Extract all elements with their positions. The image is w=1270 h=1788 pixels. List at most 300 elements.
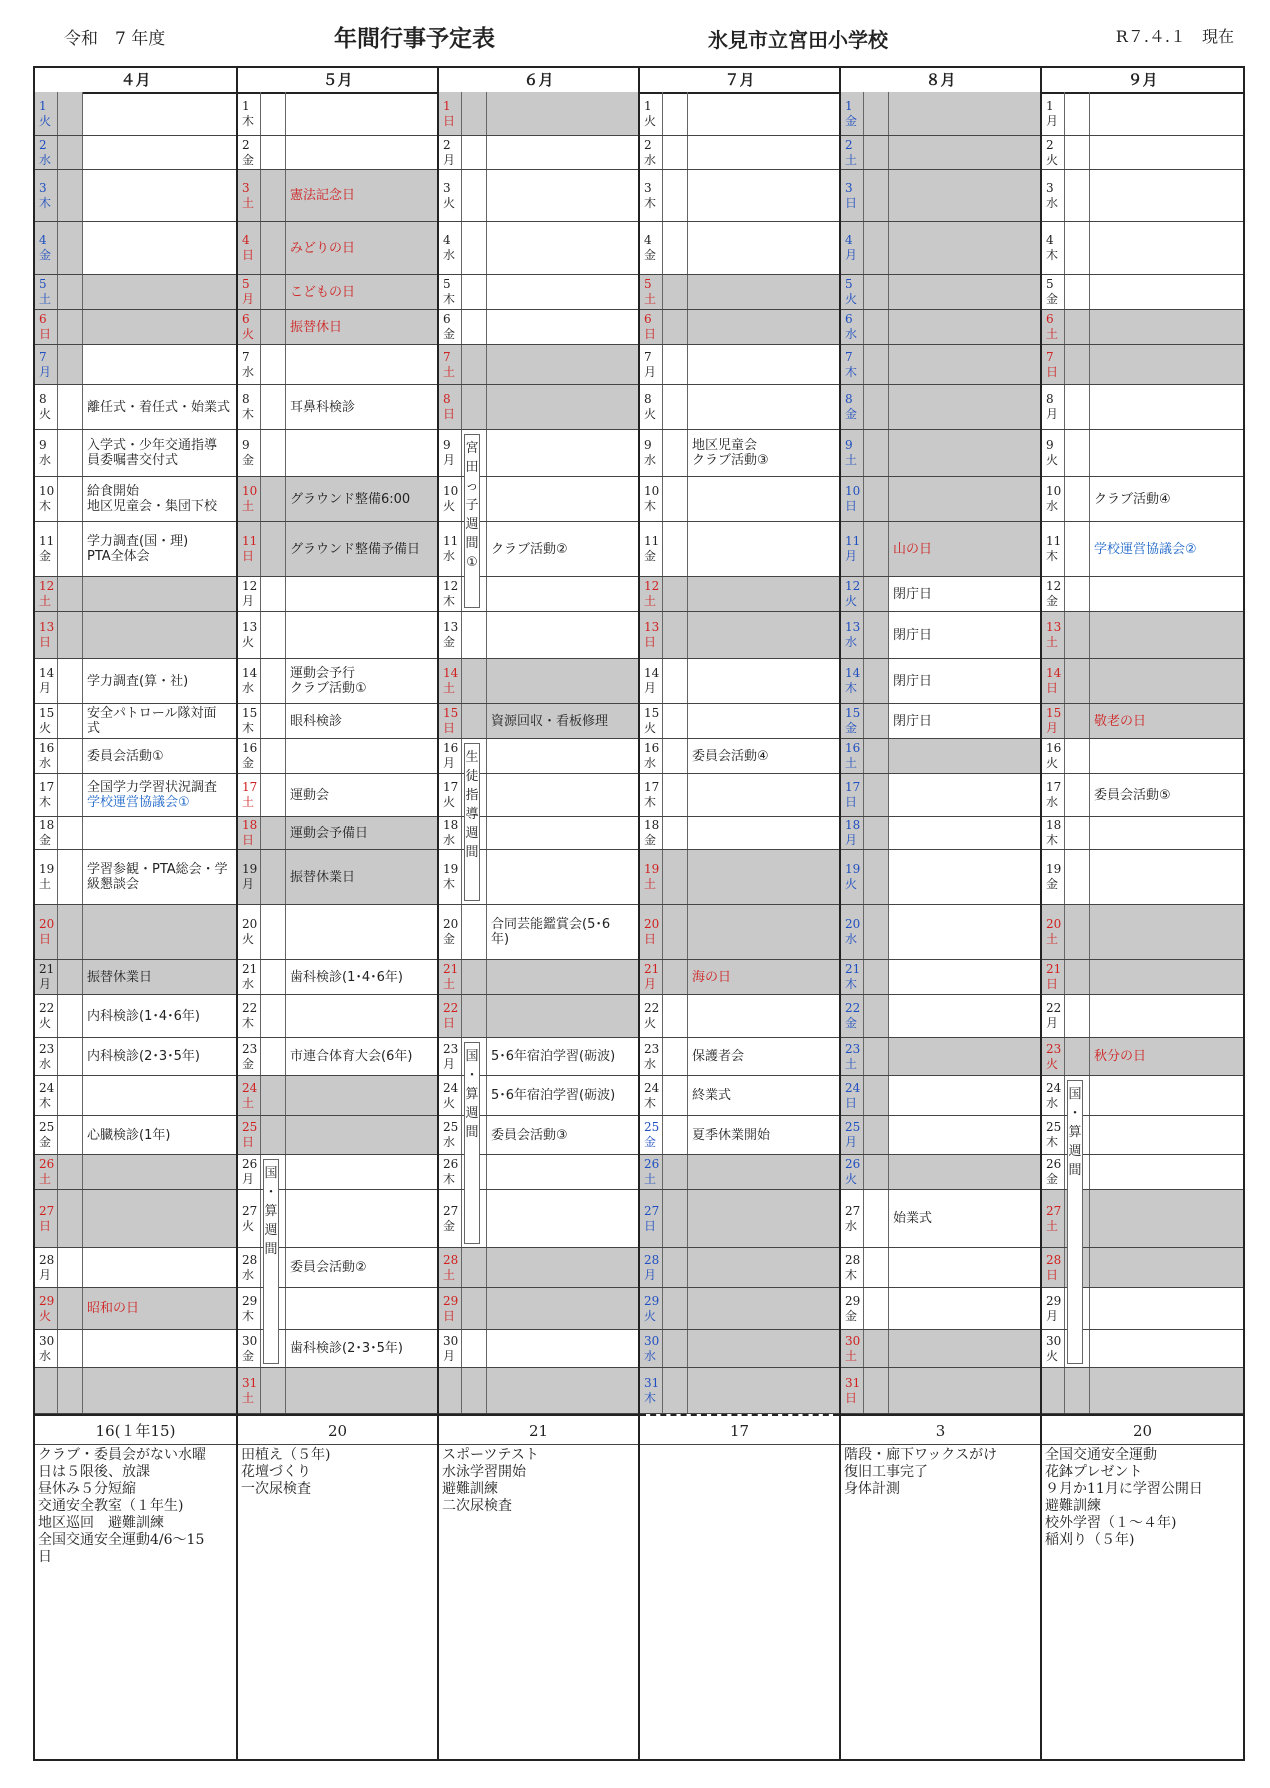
day-row [238,345,437,385]
day-number: 27 [845,1203,861,1218]
sub-cell [261,430,286,476]
day-cell [1042,704,1065,738]
weekday: 月 [443,152,456,167]
sub-cell [58,612,83,658]
day-row [1042,522,1243,577]
day-cell [640,960,663,994]
sub-cell [462,659,487,703]
day-number: 25 [443,1120,459,1134]
day-cell [35,477,58,521]
day-cell [1042,136,1065,169]
day-cell [841,345,864,384]
day-number: 25 [1046,1120,1062,1134]
day-row [238,222,437,275]
weekday: 金 [845,1016,858,1030]
day-row [1042,430,1243,477]
weekday: 日 [1046,681,1059,695]
day-number: 1 [644,98,652,113]
weekday: 水 [39,1056,52,1071]
weekday: 土 [443,977,456,991]
day-row [640,774,839,817]
day-row [640,1116,839,1155]
weekday: 木 [1046,833,1059,847]
day-number: 13 [644,620,660,634]
event-cell [1089,612,1243,658]
day-number: 20 [242,917,258,931]
day-number: 1 [242,98,250,113]
day-row [841,477,1040,522]
event-cell [1089,385,1243,429]
day-number: 17 [845,780,861,794]
sub-cell [663,704,688,738]
day-row [238,850,437,905]
sub-cell [1065,577,1090,611]
sub-cell [864,522,889,576]
event-cell [486,905,638,959]
day-cell [841,704,864,738]
sub-cell [462,1330,487,1367]
day-number: 9 [1046,438,1054,452]
event-text: グラウンド整備予備日 [290,541,421,557]
day-cell [35,739,58,773]
day-number: 3 [242,180,250,195]
event-text: クラブ活動② [491,541,568,557]
day-cell [35,612,58,658]
day-row [238,275,437,310]
day-number: 17 [443,780,459,794]
weekday: 日 [644,327,657,341]
sub-cell [864,430,889,476]
weekday: 木 [1046,1135,1059,1149]
event-text: 歯科検診(1･4･6年) [290,969,403,985]
weekday: 月 [39,364,52,379]
day-cell [640,704,663,738]
day-cell [1042,850,1065,904]
event-cell [687,704,839,738]
day-number: 6 [644,312,652,326]
weekday: 水 [644,453,657,467]
weekday: 月 [1046,1016,1059,1030]
day-cell [1042,1288,1065,1329]
day-number: 20 [644,917,660,931]
weekday: 金 [242,756,255,770]
note-line: 一次尿検査 [241,1481,311,1497]
sub-cell [462,1368,487,1413]
weekday: 金 [644,248,657,262]
day-row [640,1076,839,1116]
day-number: 27 [39,1203,55,1218]
day-number: 6 [242,312,250,326]
day-row [640,1248,839,1288]
event-cell [486,385,638,429]
sub-cell [462,995,487,1037]
sub-cell [864,1248,889,1287]
day-row [841,659,1040,704]
day-number: 29 [443,1293,459,1308]
day-number: 15 [845,706,861,720]
day-row [1042,739,1243,774]
weekday: 水 [845,1218,858,1233]
day-row [1042,704,1243,739]
day-cell [640,385,663,429]
event-text: 学力調査(国・理) PTA全体会 [87,534,189,564]
day-cell [1042,817,1065,849]
day-number: 16 [443,741,459,755]
event-cell [687,1368,839,1413]
day-row [35,275,236,310]
event-cell [486,1155,638,1189]
event-cell [1089,739,1243,773]
day-number: 8 [39,392,47,406]
sub-cell [864,92,889,135]
day-number: 2 [1046,137,1054,152]
day-cell [439,222,462,274]
event-cell [82,1116,236,1154]
day-cell [439,1116,462,1154]
month-column-4 [35,68,236,1759]
sub-cell [261,170,286,221]
sub-cell [58,1368,83,1413]
sub-cell [864,774,889,816]
sub-cell [58,1116,83,1154]
sub-cell [864,170,889,221]
event-cell [687,774,839,816]
day-row [640,905,839,960]
day-row [1042,1038,1243,1076]
note-line: 全国交通安全運動4/6〜15 [38,1532,205,1548]
day-cell [439,1330,462,1367]
event-cell [1089,1038,1243,1075]
day-cell [1042,522,1065,576]
event-cell [82,704,236,738]
sub-cell [1065,1368,1090,1413]
day-cell [238,385,261,429]
day-cell [238,430,261,476]
event-text: 歯科検診(2･3･5年) [290,1341,403,1356]
weekday: 土 [242,195,255,210]
day-cell [439,577,462,611]
event-cell [888,995,1040,1037]
sub-cell [261,739,286,773]
day-row [238,817,437,850]
sub-cell [663,1330,688,1367]
sub-cell [1065,774,1090,816]
note-line: 復旧工事完了 [844,1464,928,1480]
day-number: 19 [845,862,861,876]
event-text: みどりの日 [290,240,356,256]
day-cell [238,1368,261,1413]
note-line: 避難訓練 [1045,1498,1101,1514]
event-cell [82,960,236,994]
event-cell [486,850,638,904]
weekday: 水 [644,756,657,770]
day-cell [238,905,261,959]
note-line: 日は５限後、放課 [38,1464,150,1480]
day-row [238,995,437,1038]
event-cell [888,477,1040,521]
event-text: 委員会活動② [290,1260,367,1275]
weekday: 木 [443,292,456,306]
fiscal-year: 令和 7 年度 [64,29,166,49]
day-cell [238,850,261,904]
day-cell [439,739,462,773]
event-cell [888,659,1040,703]
day-cell [238,1076,261,1115]
event-text: 離任式・着任式・始業式 [87,399,231,415]
day-row [238,477,437,522]
weekday: 金 [39,833,52,847]
day-row [238,92,437,136]
day-number: 15 [443,706,459,720]
sub-cell [663,222,688,274]
weekday: 土 [242,1095,255,1110]
day-number: 30 [1046,1333,1062,1348]
day-row [439,222,638,275]
vertical-week-text: 国 ・ 算 週 間 [1068,1087,1082,1178]
sub-cell [1065,905,1090,959]
weekday: 火 [1046,756,1059,770]
day-number: 12 [443,579,459,593]
event-text: 夏季休業開始 [692,1127,771,1143]
day-number: 2 [845,137,853,152]
day-cell [35,774,58,816]
event-cell [486,222,638,274]
day-row [841,817,1040,850]
day-row [841,960,1040,995]
day-number: 23 [242,1041,258,1056]
day-row [640,345,839,385]
sub-cell [864,659,889,703]
day-row [439,995,638,1038]
sub-cell [261,345,286,384]
event-cell [82,136,236,169]
event-cell [1089,170,1243,221]
day-cell [1042,1155,1065,1189]
weekday: 水 [845,932,858,946]
day-cell [35,385,58,429]
event-cell [888,1155,1040,1189]
day-row [640,275,839,310]
sub-cell [261,612,286,658]
event-cell [82,1288,236,1329]
event-cell [888,345,1040,384]
sub-cell [261,850,286,904]
month-column-9 [1040,68,1243,1759]
day-row [439,1288,638,1330]
day-number: 7 [242,349,250,364]
sub-cell [58,1190,83,1247]
event-cell [1089,1116,1243,1154]
day-cell [439,1038,462,1075]
weekday: 土 [845,756,858,770]
sub-cell [261,275,286,309]
day-number: 7 [39,349,47,364]
day-cell [238,1288,261,1329]
event-cell [486,310,638,344]
month-column-7 [638,68,839,1759]
weekday: 金 [39,248,52,262]
weekday: 水 [443,248,456,262]
event-cell [82,477,236,521]
day-row [238,385,437,430]
weekday: 木 [39,1095,52,1110]
event-cell [1089,817,1243,849]
event-cell [486,1076,638,1115]
weekday: 金 [242,1348,255,1363]
day-row [640,92,839,136]
day-number: 28 [644,1252,660,1267]
day-row [841,1116,1040,1155]
day-number: 1 [1046,98,1054,113]
day-cell [35,1288,58,1329]
day-number: 29 [845,1293,861,1308]
event-cell [285,170,437,221]
day-row [35,1116,236,1155]
month-column-5 [236,68,437,1759]
event-text: 昭和の日 [87,1301,140,1316]
day-row [35,1076,236,1116]
day-number: 16 [39,741,55,755]
month-column-6 [437,68,638,1759]
day-number: 14 [644,666,660,680]
event-cell [1089,522,1243,576]
day-row [238,1038,437,1076]
weekday: 火 [39,407,52,421]
sub-cell [462,345,487,384]
event-cell [687,995,839,1037]
day-row [841,1038,1040,1076]
weekday: 月 [39,681,52,695]
day-row [640,1190,839,1248]
weekday: 日 [242,549,255,563]
day-cell [640,1155,663,1189]
day-number: 31 [644,1375,660,1390]
sub-cell [663,817,688,849]
weekday: 水 [39,1348,52,1363]
day-row [1042,774,1243,817]
day-number: 15 [242,706,258,720]
event-text: 憲法記念日 [290,188,356,203]
day-number: 16 [644,741,660,755]
weekday: 火 [242,1218,255,1233]
day-row [841,905,1040,960]
event-cell [687,612,839,658]
event-cell [285,1155,437,1189]
weekday: 水 [1046,499,1059,513]
weekday: 土 [242,1390,255,1405]
sub-cell [663,1288,688,1329]
weekday: 土 [644,292,657,306]
event-cell [888,1288,1040,1329]
event-cell [486,1190,638,1247]
weekday: 水 [242,1267,255,1282]
sub-cell [663,1190,688,1247]
weekday: 土 [644,877,657,891]
event-text: 海の日 [692,969,732,985]
event-cell [687,1038,839,1075]
event-cell [285,477,437,521]
sub-cell [261,704,286,738]
event-text: 全国学力学習状況調査 [87,780,218,795]
event-cell [888,739,1040,773]
event-cell [82,170,236,221]
weekday: 水 [242,977,255,991]
day-cell [35,522,58,576]
sub-cell [864,704,889,738]
day-cell [640,659,663,703]
event-cell [687,345,839,384]
day-row [841,222,1040,275]
day-cell [841,136,864,169]
day-number: 13 [1046,620,1062,634]
event-text: 市連合体育大会(6年) [290,1049,413,1064]
weekday: 月 [443,756,456,770]
event-cell [285,960,437,994]
sub-cell [58,774,83,816]
note-line: 身体計測 [844,1481,900,1497]
day-number: 11 [845,534,861,548]
day-cell [1042,905,1065,959]
event-text: 敬老の日 [1094,713,1147,729]
day-row [1042,170,1243,222]
day-row [35,1288,236,1330]
day-cell [1042,310,1065,344]
event-cell [486,1248,638,1287]
event-cell [687,905,839,959]
event-cell [1089,1076,1243,1115]
weekday: 火 [845,594,858,608]
day-cell [35,850,58,904]
sub-cell [261,477,286,521]
day-cell [1042,275,1065,309]
sub-cell [663,385,688,429]
day-cell [1042,345,1065,384]
event-cell [486,739,638,773]
day-number: 2 [242,137,250,152]
day-cell [238,170,261,221]
event-cell [687,477,839,521]
day-cell [439,430,462,476]
day-cell [35,310,58,344]
weekday: 金 [1046,292,1059,306]
day-cell [439,704,462,738]
sub-cell [58,905,83,959]
day-cell [841,1330,864,1367]
event-cell [1089,577,1243,611]
day-row [841,1368,1040,1414]
day-number: 12 [1046,579,1062,593]
day-cell [35,1190,58,1247]
event-cell [687,1155,839,1189]
day-number: 3 [845,180,853,195]
day-number: 18 [1046,818,1062,832]
day-row [35,905,236,960]
event-cell [486,774,638,816]
day-number: 5 [845,277,853,291]
day-cell [439,774,462,816]
event-text: 秋分の日 [1094,1049,1147,1064]
day-cell [1042,477,1065,521]
day-number: 22 [1046,1001,1062,1015]
day-cell [238,577,261,611]
weekday: 水 [845,327,858,341]
day-cell [640,905,663,959]
weekday: 月 [1046,407,1059,421]
day-cell [35,817,58,849]
event-text: 振替休業日 [290,869,356,885]
weekday: 火 [443,499,456,513]
sub-cell [462,960,487,994]
